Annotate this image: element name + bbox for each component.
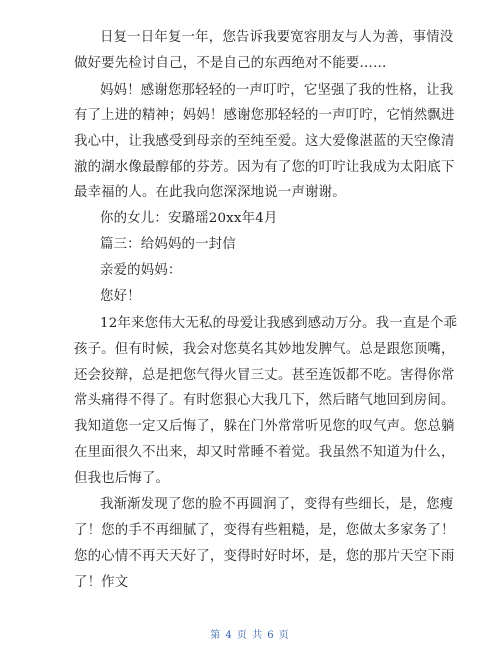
text-line: 日复一日年复一年，您告诉我要宽容朋友与人为善，事情没 bbox=[100, 30, 454, 45]
text-line: 做好要先检讨自己，不是自己的东西绝对不能要…… bbox=[74, 56, 387, 71]
text-line: 12年来您伟大无私的母爱让我感到感动万分。我一直是个乖 bbox=[100, 316, 458, 331]
text-line: 了！您的手不再细腻了，变得有些粗糙，是，您做太多家务了！ bbox=[74, 523, 455, 538]
section-title: 篇三：给妈妈的一封信 bbox=[100, 237, 236, 252]
text-line: 我心中，让我感受到母亲的至纯至爱。这大爱像湛蓝的天空像清 bbox=[74, 134, 455, 149]
text-line: 最幸福的人。在此我向您深深地说一声谢谢。 bbox=[74, 185, 346, 200]
text-line: 澈的湖水像最醇郁的芬芳。因为有了您的叮咛让我成为太阳底下 bbox=[74, 160, 455, 175]
text-line: 妈妈！感谢您那轻轻的一声叮咛，它坚强了我的性格，让我 bbox=[100, 83, 454, 98]
text-line: 您的心情不再天天好了，变得时好时坏，是，您的那片天空下雨 bbox=[74, 549, 455, 564]
text-line: 了！作文 bbox=[74, 575, 129, 590]
text-line: 但我也后悔了。 bbox=[74, 471, 170, 486]
page-number-footer: 第 4 页 共 6 页 bbox=[210, 630, 290, 641]
text-line: 孩子。但有时候，我会对您莫名其妙地发脾气。总是跟您顶嘴， bbox=[74, 342, 455, 357]
text-line: 常头痛得不得了。有时您狠心大我几下，然后睹气地回到房间。 bbox=[74, 393, 455, 408]
greeting: 您好！ bbox=[100, 289, 141, 304]
salutation: 亲爱的妈妈： bbox=[100, 263, 182, 278]
text-line: 在里面很久不出来，却又时常睡不着觉。我虽然不知道为什么， bbox=[74, 445, 455, 460]
text-line: 我渐渐发现了您的脸不再圆润了，变得有些细长，是，您瘦 bbox=[100, 497, 454, 512]
text-line: 我知道您一定又后悔了，躲在门外常常听见您的叹气声。您总躺 bbox=[74, 419, 455, 434]
signature-line: 你的女儿：安璐瑶20xx年4月 bbox=[100, 211, 278, 226]
text-line: 还会狡辩，总是把您气得火冒三丈。甚至连饭都不吃。害得你常 bbox=[74, 368, 455, 383]
text-line: 有了上进的精神；妈妈！感谢您那轻轻的一声叮咛，它悄然飘进 bbox=[74, 108, 455, 123]
